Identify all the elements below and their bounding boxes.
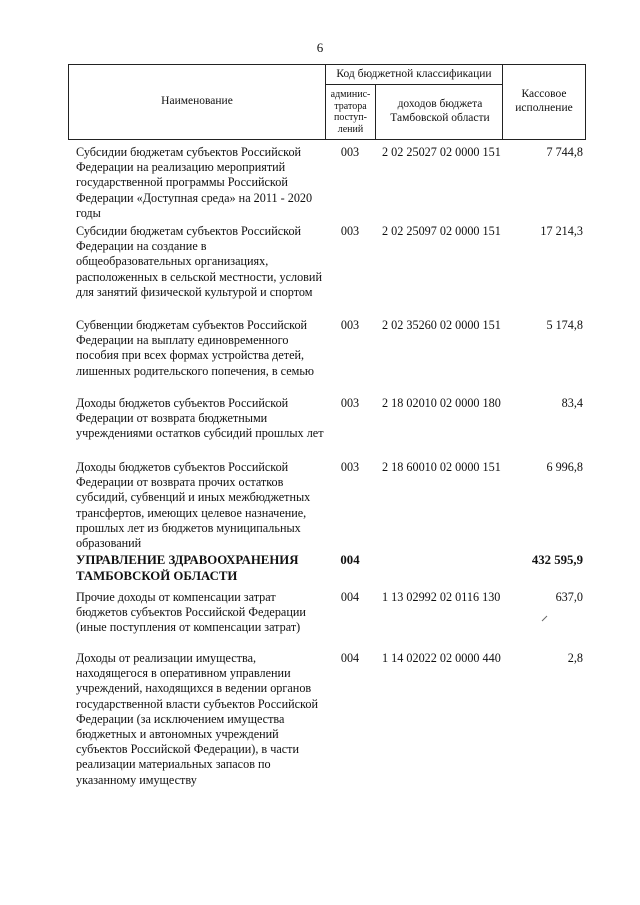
- header-code-group: Код бюджетной классификации: [336, 67, 492, 80]
- header-bottom-border: [68, 139, 585, 140]
- row-amount: 83,4: [561, 396, 583, 410]
- row-admin-code: 004: [340, 590, 360, 604]
- row-admin-code: 004: [340, 651, 360, 665]
- row-income-code: 1 14 02022 02 0000 440: [382, 651, 501, 665]
- row-amount: 2,8: [567, 651, 583, 665]
- row-name: Доходы бюджетов субъектов Российской Федерации от возврата бюджетными учреждениями остатков субсидий прошлых лет: [76, 396, 324, 441]
- row-income-code: 2 02 25097 02 0000 151: [382, 224, 501, 238]
- section-total: 432 595,9: [531, 553, 583, 567]
- row-name: Доходы бюджетов субъектов Российской Федерации от возврата прочих остатков субсидий, субвенций и иных межбюджетных трансфертов, имеющих целевое назначение, прошлых лет из бюджетов муниципальных образований: [76, 460, 311, 551]
- row-name: Субвенции бюджетам субъектов Российской Федерации на выплату единовременного пособия при всех формах устройства детей, лишенных родительского попечения, в семью: [76, 318, 315, 378]
- header-admin: админис-тратора поступ-лений: [330, 89, 371, 135]
- header-right-border: [585, 64, 586, 140]
- row-income-code: 2 18 60010 02 0000 151: [382, 460, 501, 474]
- row-admin-code: 003: [340, 460, 360, 474]
- header-income-code: доходов бюджета Тамбовской области: [390, 98, 490, 124]
- row-name: Прочие доходы от компенсации затрат бюджетов субъектов Российской Федерации (иные поступления от компенсации затрат): [76, 590, 306, 635]
- row-amount: 5 174,8: [546, 318, 583, 332]
- row-income-code: 1 13 02992 02 0116 130: [382, 590, 501, 604]
- row-name: Субсидии бюджетам субъектов Российской Федерации на реализацию мероприятий государственной программы Российской Федерации «Доступная среда» на 2011 - 2020 годы: [76, 145, 313, 220]
- row-admin-code: 003: [340, 396, 360, 410]
- row-income-code: 2 02 25027 02 0000 151: [382, 145, 501, 159]
- row-admin-code: 003: [340, 224, 360, 238]
- row-admin-code: 003: [340, 145, 360, 159]
- header-name: Наименование: [161, 95, 233, 108]
- row-name: Доходы от реализации имущества, находящегося в оперативном управлении учреждений, находящихся в ведении органов государственной власти субъектов Российской Федерации (за исключением имущества бюджетных и автономных учреждений субъектов Российской Федерации), в части реализации материальных запасов по указанному имуществу: [76, 651, 318, 787]
- header-execution: Кассовое исполнение: [515, 88, 573, 114]
- row-income-code: 2 02 35260 02 0000 151: [382, 318, 501, 332]
- row-admin-code: 003: [340, 318, 360, 332]
- page-number: 6: [316, 40, 324, 55]
- row-amount: 6 996,8: [546, 460, 583, 474]
- row-income-code: 2 18 02010 02 0000 180: [382, 396, 501, 410]
- header-separator-code: [502, 64, 503, 140]
- row-name: Субсидии бюджетам субъектов Российской Федерации на создание в общеобразовательных организациях, расположенных в сельской местности, условий для занятий физической культурой и спортом: [76, 224, 322, 299]
- row-amount: 637,0: [555, 590, 583, 604]
- section-admin-code: 004: [340, 553, 360, 567]
- section-title: УПРАВЛЕНИЕ ЗДРАВООХРАНЕНИЯ ТАМБОВСКОЙ ОБЛАСТИ: [76, 553, 299, 583]
- row-amount: 17 214,3: [540, 224, 583, 238]
- row-amount: 7 744,8: [546, 145, 583, 159]
- header-separator-admin: [375, 84, 376, 140]
- pen-mark: [541, 614, 549, 622]
- header-group-underline: [325, 84, 502, 85]
